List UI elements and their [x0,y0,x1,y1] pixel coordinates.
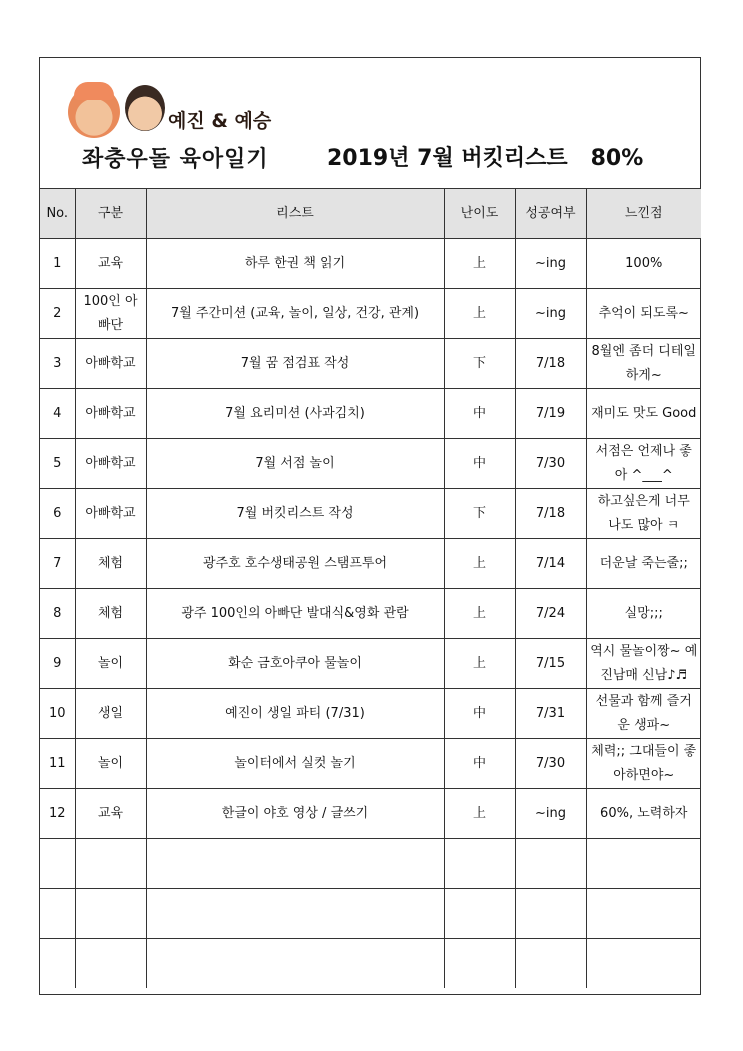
row-success: 7/24 [515,589,586,639]
row-number [40,939,75,989]
row-feeling: 추억이 되도록~ [586,289,701,339]
row-feeling: 실망;;; [586,589,701,639]
row-feeling: 8월엔 좀더 디테일하게~ [586,339,701,389]
row-category: 체험 [75,539,146,589]
bucket-list-sheet [39,57,701,995]
bucket-list-table-wrap [40,189,700,988]
row-feeling: 100% [586,239,701,289]
row-success [515,939,586,989]
row-item: 7월 주간미션 (교육, 놀이, 일상, 건강, 관계) [146,289,444,339]
row-difficulty [444,939,515,989]
row-category: 교육 [75,789,146,839]
row-success [515,839,586,889]
table-row [40,639,701,689]
table-row [40,889,701,939]
row-feeling: 하고싶은게 너무 나도 많아 ㅋ [586,489,701,539]
children-names: 예진 & 예승 [168,110,272,132]
row-category [75,839,146,889]
row-category: 놀이 [75,639,146,689]
table-row [40,839,701,889]
row-category [75,889,146,939]
row-item: 놀이터에서 실컷 놀기 [146,739,444,789]
row-number: 11 [40,739,75,789]
row-item: 화순 금호아쿠아 물놀이 [146,639,444,689]
child-photo-1 [68,86,120,138]
row-success: 7/14 [515,539,586,589]
row-difficulty: 下 [444,489,515,539]
page-title: 2019년 7월 버킷리스트 80% [327,146,644,171]
row-success: 7/15 [515,639,586,689]
row-success: 7/31 [515,689,586,739]
row-feeling: 체력;; 그대들이 좋아하면야~ [586,739,701,789]
table-row [40,689,701,739]
row-feeling: 역시 물놀이짱~ 예진남매 신남♪♬ [586,639,701,689]
table-row [40,389,701,439]
table-body [40,239,701,989]
row-difficulty: 上 [444,639,515,689]
row-number: 10 [40,689,75,739]
diary-title: 좌충우돌 육아일기 [82,147,269,172]
row-feeling [586,889,701,939]
row-item [146,939,444,989]
row-feeling: 60%, 노력하자 [586,789,701,839]
row-category: 아빠학교 [75,489,146,539]
row-item: 7월 서점 놀이 [146,439,444,489]
column-header-difficulty: 난이도 [444,189,515,239]
row-number: 12 [40,789,75,839]
row-number: 3 [40,339,75,389]
row-feeling [586,839,701,889]
row-item: 7월 요리미션 (사과김치) [146,389,444,439]
row-success: 7/18 [515,339,586,389]
table-row [40,489,701,539]
row-difficulty [444,839,515,889]
table-row [40,339,701,389]
row-item: 광주 100인의 아빠단 발대식&영화 관람 [146,589,444,639]
row-success: 7/18 [515,489,586,539]
row-difficulty: 上 [444,289,515,339]
row-difficulty: 中 [444,739,515,789]
row-category: 아빠학교 [75,389,146,439]
row-category: 놀이 [75,739,146,789]
table-header-row [40,189,701,239]
row-success: ~ing [515,789,586,839]
row-difficulty: 上 [444,789,515,839]
row-item: 7월 버킷리스트 작성 [146,489,444,539]
table-row [40,439,701,489]
header [40,58,700,189]
row-success: ~ing [515,239,586,289]
table-row [40,589,701,639]
row-success: 7/19 [515,389,586,439]
row-number: 2 [40,289,75,339]
column-header-feeling: 느낀점 [586,189,701,239]
row-number: 7 [40,539,75,589]
row-difficulty: 上 [444,589,515,639]
row-category: 아빠학교 [75,339,146,389]
table-row [40,939,701,989]
row-category: 생일 [75,689,146,739]
table-row [40,289,701,339]
row-category [75,939,146,989]
table-row [40,789,701,839]
row-item [146,889,444,939]
column-header-no: No. [40,189,75,239]
row-number: 5 [40,439,75,489]
row-item: 한글이 야호 영상 / 글쓰기 [146,789,444,839]
row-difficulty: 上 [444,539,515,589]
row-number: 9 [40,639,75,689]
row-difficulty: 中 [444,439,515,489]
row-feeling: 선물과 함께 즐거운 생파~ [586,689,701,739]
row-number: 4 [40,389,75,439]
row-difficulty: 上 [444,239,515,289]
table-row [40,539,701,589]
row-feeling: 재미도 맛도 Good [586,389,701,439]
row-item: 광주호 호수생태공원 스탬프투어 [146,539,444,589]
row-category: 아빠학교 [75,439,146,489]
row-difficulty: 下 [444,339,515,389]
row-number: 1 [40,239,75,289]
row-category: 100인 아빠단 [75,289,146,339]
row-item: 하루 한권 책 읽기 [146,239,444,289]
row-category: 교육 [75,239,146,289]
row-feeling: 서점은 언제나 좋아 ^___^ [586,439,701,489]
row-category: 체험 [75,589,146,639]
row-feeling [586,939,701,989]
row-success [515,889,586,939]
row-success: ~ing [515,289,586,339]
row-item: 7월 꿈 점검표 작성 [146,339,444,389]
column-header-list: 리스트 [146,189,444,239]
child-photo-2 [125,85,165,131]
row-number [40,889,75,939]
column-header-success: 성공여부 [515,189,586,239]
table-row [40,739,701,789]
row-feeling: 더운날 죽는줄;; [586,539,701,589]
bucket-list-table [40,189,701,988]
row-difficulty: 中 [444,689,515,739]
row-difficulty: 中 [444,389,515,439]
row-number: 8 [40,589,75,639]
row-item [146,839,444,889]
row-success: 7/30 [515,739,586,789]
table-row [40,239,701,289]
row-number [40,839,75,889]
row-number: 6 [40,489,75,539]
row-item: 예진이 생일 파티 (7/31) [146,689,444,739]
row-success: 7/30 [515,439,586,489]
column-header-category: 구분 [75,189,146,239]
row-difficulty [444,889,515,939]
